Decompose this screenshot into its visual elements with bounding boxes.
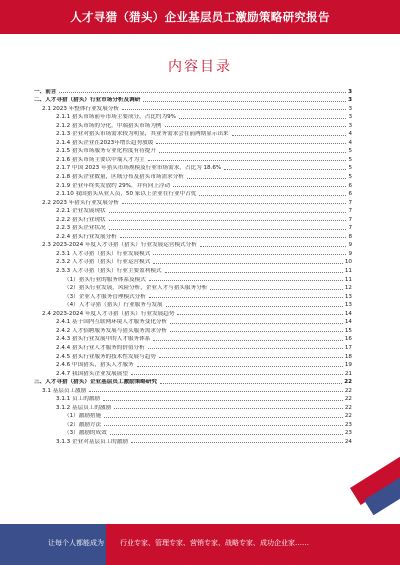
toc-page-number: 5 [348, 165, 352, 172]
toc-page-number: 10 [344, 259, 352, 266]
toc-entry[interactable] [34, 436, 352, 445]
toc-leader-dots [148, 160, 347, 161]
toc-entry-text: 2.1.1 猎头市场前年市场主要成分，占比约为9% [56, 114, 176, 121]
toc-entry[interactable] [34, 308, 352, 317]
toc-page-number: 23 [344, 430, 352, 437]
toc-page-number: 16 [344, 336, 352, 343]
toc-page-number: 4 [348, 131, 352, 138]
footer-bar [0, 524, 400, 565]
toc-entry[interactable] [34, 120, 352, 129]
toc-entry[interactable] [34, 334, 352, 343]
toc-entry-text: 2.4.3 猎头行业发展中的人才服务体系 [56, 336, 151, 343]
toc-entry-text: 2.1.6 猎头市场主要以中端人才为主 [56, 156, 145, 163]
toc-entry-text: 2.4.6 中国猎头，猎头人才服务 [56, 362, 134, 369]
toc-page-number: 22 [344, 404, 352, 411]
toc-page-number: 9 [348, 250, 352, 257]
toc-entry-text: 2.2.4 猎头行业发展分析 [56, 233, 117, 240]
toc-entry[interactable] [34, 428, 352, 437]
toc-page-number: 13 [344, 302, 352, 309]
toc-entry[interactable] [34, 103, 352, 112]
toc-page-number: 7 [348, 208, 352, 215]
toc-entry-text: 2.2 2023 年猎头行业发展分析 [42, 199, 120, 206]
toc-entry-text: （2）激励方法 [64, 421, 102, 428]
toc-page-number: 22 [344, 396, 352, 403]
toc-entry-text: （3）激励的成效 [64, 430, 107, 437]
toc-entry-text: 2.1 2023 年整体行业发展分析 [42, 105, 120, 112]
toc-entry-text: 2.4.1 基于国内互联网环境人才服务变化分析 [56, 319, 168, 326]
toc-page-number: 3 [348, 122, 352, 129]
toc-entry[interactable] [34, 163, 352, 172]
toc-page-number: 23 [344, 421, 352, 428]
toc-page-number: 13 [344, 293, 352, 300]
toc-page-number: 6 [348, 191, 352, 198]
toc-page-number: 11 [344, 268, 352, 275]
toc-page-number: 11 [344, 276, 352, 283]
toc-entry-text: 2.3 2023-2024 年度人才寻猎（猎头）行业发展运营模式分析 [42, 242, 197, 249]
toc-entry-text: 2.2.2 猎头行业现状 [56, 216, 106, 223]
toc-page-number: 3 [348, 88, 352, 95]
toc-entry[interactable] [34, 146, 352, 155]
toc-page-number: 14 [344, 310, 352, 317]
toc-page-number: 15 [344, 327, 352, 334]
toc-page-number: 5 [348, 148, 352, 155]
toc-entry[interactable] [34, 240, 352, 249]
toc-page-number: 3 [348, 105, 352, 112]
toc-entry[interactable] [34, 402, 352, 411]
toc-entry-text: 2.1.2 猎头市场的分化，中端猎头市场为例 [56, 122, 162, 129]
toc-entry[interactable] [34, 394, 352, 403]
toc-entry-text: 3.1.1 员工的激励 [56, 396, 100, 403]
toc-leader-dots [122, 203, 346, 204]
toc-leader-dots [153, 254, 346, 255]
toc-entry-text: 2.1.9 企业年终奖发放约 29%，并有向上浮动 [56, 182, 171, 189]
toc-entry-text: 三、人才寻猎（猎头）企业基层员工激励策略研究 [34, 379, 158, 386]
toc-entry-text: 2.1.10 我国猎头从业人员，50 家以上企业在行业中占优 [56, 191, 197, 198]
toc-page-number: 17 [344, 344, 352, 351]
toc-entry-text: 2.4.7 我国猎头企业发展展望 [56, 370, 128, 377]
toc-entry[interactable] [34, 368, 352, 377]
toc-entry-text: 2.3.3 人才寻猎（猎头）行业主要盈利模式 [56, 268, 162, 275]
toc-entry-text: 2.1.4 猎头企业在2023年增长趋势放缓 [56, 139, 154, 146]
toc-leader-dots [160, 383, 342, 384]
toc-leader-dots [179, 118, 346, 119]
toc-page-number: 24 [344, 438, 352, 445]
toc-leader-dots [143, 101, 346, 102]
toc-entry[interactable] [34, 300, 352, 309]
toc-entry-text: 2.1.3 企业对猎头市场需求较为明显，其业务需求会在前两期显示出来 [56, 131, 229, 138]
toc-page-number: 14 [344, 319, 352, 326]
toc-leader-dots [170, 331, 343, 332]
toc-entry-text: 2.4.4 猎头行业人才服务的价值分析 [56, 344, 145, 351]
toc-entry-text: 3.1 基层员工激励 [42, 387, 87, 394]
toc-entry-text: （4）人才寻猎（猎头）行业服务与发展 [64, 302, 163, 309]
toc-entry[interactable] [34, 197, 352, 206]
toc-entry[interactable] [34, 86, 352, 95]
toc-entry-text: 2.4 2023-2024 年度人才寻猎（猎头）行业发展趋势 [42, 310, 175, 317]
toc-leader-dots [156, 143, 346, 144]
toc-leader-dots [149, 280, 343, 281]
toc-leader-dots [103, 400, 343, 401]
toc-page-number: 7 [348, 225, 352, 232]
toc-page-number: 22 [344, 379, 352, 386]
toc-entry[interactable] [34, 411, 352, 420]
toc-entry[interactable] [34, 351, 352, 360]
toc-page-number: 9 [348, 242, 352, 249]
toc-entry[interactable] [34, 360, 352, 369]
toc-entry-text: 2.3.2 人才寻猎（猎头）行业运营模式 [56, 259, 151, 266]
toc-leader-dots [200, 246, 347, 247]
toc-leader-dots [109, 220, 347, 221]
toc-entry[interactable] [34, 137, 352, 146]
toc-leader-dots [187, 178, 347, 179]
toc-entry-text: 2.4.5 猎头行业服务的技术性发展与趋势 [56, 353, 156, 360]
toc-leader-dots [131, 374, 343, 375]
toc-entry-text: 3.1.2 基层员工的激励 [56, 404, 112, 411]
toc-entry-text: （3）企业人才服务管理模式分析 [64, 293, 146, 300]
toc-leader-dots [199, 195, 346, 196]
toc-page-number: 6 [348, 182, 352, 189]
toc-entry[interactable] [34, 377, 352, 386]
toc-leader-dots [104, 425, 343, 426]
toc-leader-dots [165, 272, 343, 273]
toc-leader-dots [165, 126, 347, 127]
toc-page-number: 5 [348, 156, 352, 163]
toc-page-number: 7 [348, 199, 352, 206]
footer-tagline: 行业专家、管理专家、营销专家、战略专家、成功企业家…… [120, 539, 309, 547]
toc-leader-dots [149, 297, 343, 298]
toc-leader-dots [137, 366, 343, 367]
toc-leader-dots [114, 408, 343, 409]
toc-leader-dots [120, 237, 347, 238]
toc-entry-text: 二、人才寻猎（猎头）行业市场分析及调研 [34, 97, 141, 104]
toc-entry[interactable] [34, 180, 352, 189]
toc-leader-dots [104, 417, 343, 418]
toc-leader-dots [224, 169, 346, 170]
toc-entry[interactable] [34, 214, 352, 223]
toc-entry[interactable] [34, 257, 352, 266]
toc-entry-text: 2.1.7 中国 2023 年猎头市场规模及行业市场需求，占比为 18.6% [56, 165, 222, 172]
toc-entry[interactable] [34, 206, 352, 215]
toc-entry-text: （1）激励措施 [64, 413, 102, 420]
toc-entry-text: 2.2.1 企业发展现状 [56, 208, 106, 215]
toc-entry-text: 2.1.5 猎头市场服务专业化程度有待提升 [56, 148, 156, 155]
toc-heading: 内容目录 [168, 59, 232, 75]
toc-leader-dots [153, 263, 343, 264]
toc-leader-dots [159, 152, 347, 153]
toc-leader-dots [170, 323, 343, 324]
toc-entry[interactable] [34, 223, 352, 232]
toc-leader-dots [59, 92, 346, 93]
toc-leader-dots [153, 340, 343, 341]
toc-leader-dots [122, 109, 346, 110]
toc-page-number: 19 [344, 362, 352, 369]
toc-entry-text: （1）猎头行业的服务体系及模式 [64, 276, 146, 283]
toc-entry-text: 一、前言 [34, 88, 57, 95]
toc-entry-text: 2.1.8 猎头企业数量，区域分布及猎头市场需求分析 [56, 174, 184, 181]
toc-leader-dots [110, 434, 343, 435]
toc-entry[interactable] [34, 317, 352, 326]
toc-entry[interactable] [34, 231, 352, 240]
toc-entry-text: 3.1.3 企业对基层员工的激励 [56, 438, 128, 445]
toc-page-number: 21 [344, 370, 352, 377]
toc-entry[interactable] [34, 248, 352, 257]
footer-slogan: 让每个人都能成为 [48, 539, 104, 547]
toc-entry[interactable] [34, 342, 352, 351]
toc-leader-dots [177, 314, 342, 315]
toc-entry-text: （2）猎头行业发展，风险分析，企业人才与猎头服务分析 [64, 285, 208, 292]
toc-page-number: 4 [348, 139, 352, 146]
table-of-contents [34, 86, 352, 445]
toc-leader-dots [131, 442, 343, 443]
toc-entry[interactable] [34, 171, 352, 180]
toc-page-number: 3 [348, 114, 352, 121]
toc-entry-text: 2.3.1 人才寻猎（猎头）行业发展模式 [56, 250, 151, 257]
report-title: 人才寻猎（猎头）企业基层员工激励策略研究报告 [70, 10, 330, 24]
toc-entry[interactable] [34, 112, 352, 121]
toc-leader-dots [166, 306, 343, 307]
toc-page-number: 8 [348, 233, 352, 240]
toc-entry[interactable] [34, 325, 352, 334]
toc-entry[interactable] [34, 291, 352, 300]
header-bar [0, 0, 400, 34]
toc-entry[interactable] [34, 274, 352, 283]
toc-entry[interactable] [34, 283, 352, 292]
toc-leader-dots [210, 289, 342, 290]
toc-entry[interactable] [34, 95, 352, 104]
toc-leader-dots [232, 135, 347, 136]
toc-entry[interactable] [34, 154, 352, 163]
toc-page-number: 3 [348, 97, 352, 104]
toc-page-number: 22 [344, 413, 352, 420]
toc-entry[interactable] [34, 189, 352, 198]
toc-entry[interactable] [34, 129, 352, 138]
toc-entry-text: 2.4.2 人才招聘服务发展与猎头服务需求分析 [56, 327, 168, 334]
toc-leader-dots [109, 229, 347, 230]
toc-page-number: 5 [348, 174, 352, 181]
toc-page-number: 18 [344, 353, 352, 360]
toc-leader-dots [159, 357, 343, 358]
toc-page-number: 12 [344, 285, 352, 292]
toc-entry[interactable] [34, 265, 352, 274]
toc-leader-dots [173, 186, 346, 187]
toc-leader-dots [89, 391, 343, 392]
toc-page-number: 7 [348, 216, 352, 223]
toc-entry[interactable] [34, 385, 352, 394]
toc-leader-dots [109, 212, 347, 213]
toc-entry[interactable] [34, 419, 352, 428]
toc-leader-dots [148, 348, 343, 349]
toc-page-number: 22 [344, 387, 352, 394]
toc-entry-text: 2.2.3 猎头企业状况 [56, 225, 106, 232]
